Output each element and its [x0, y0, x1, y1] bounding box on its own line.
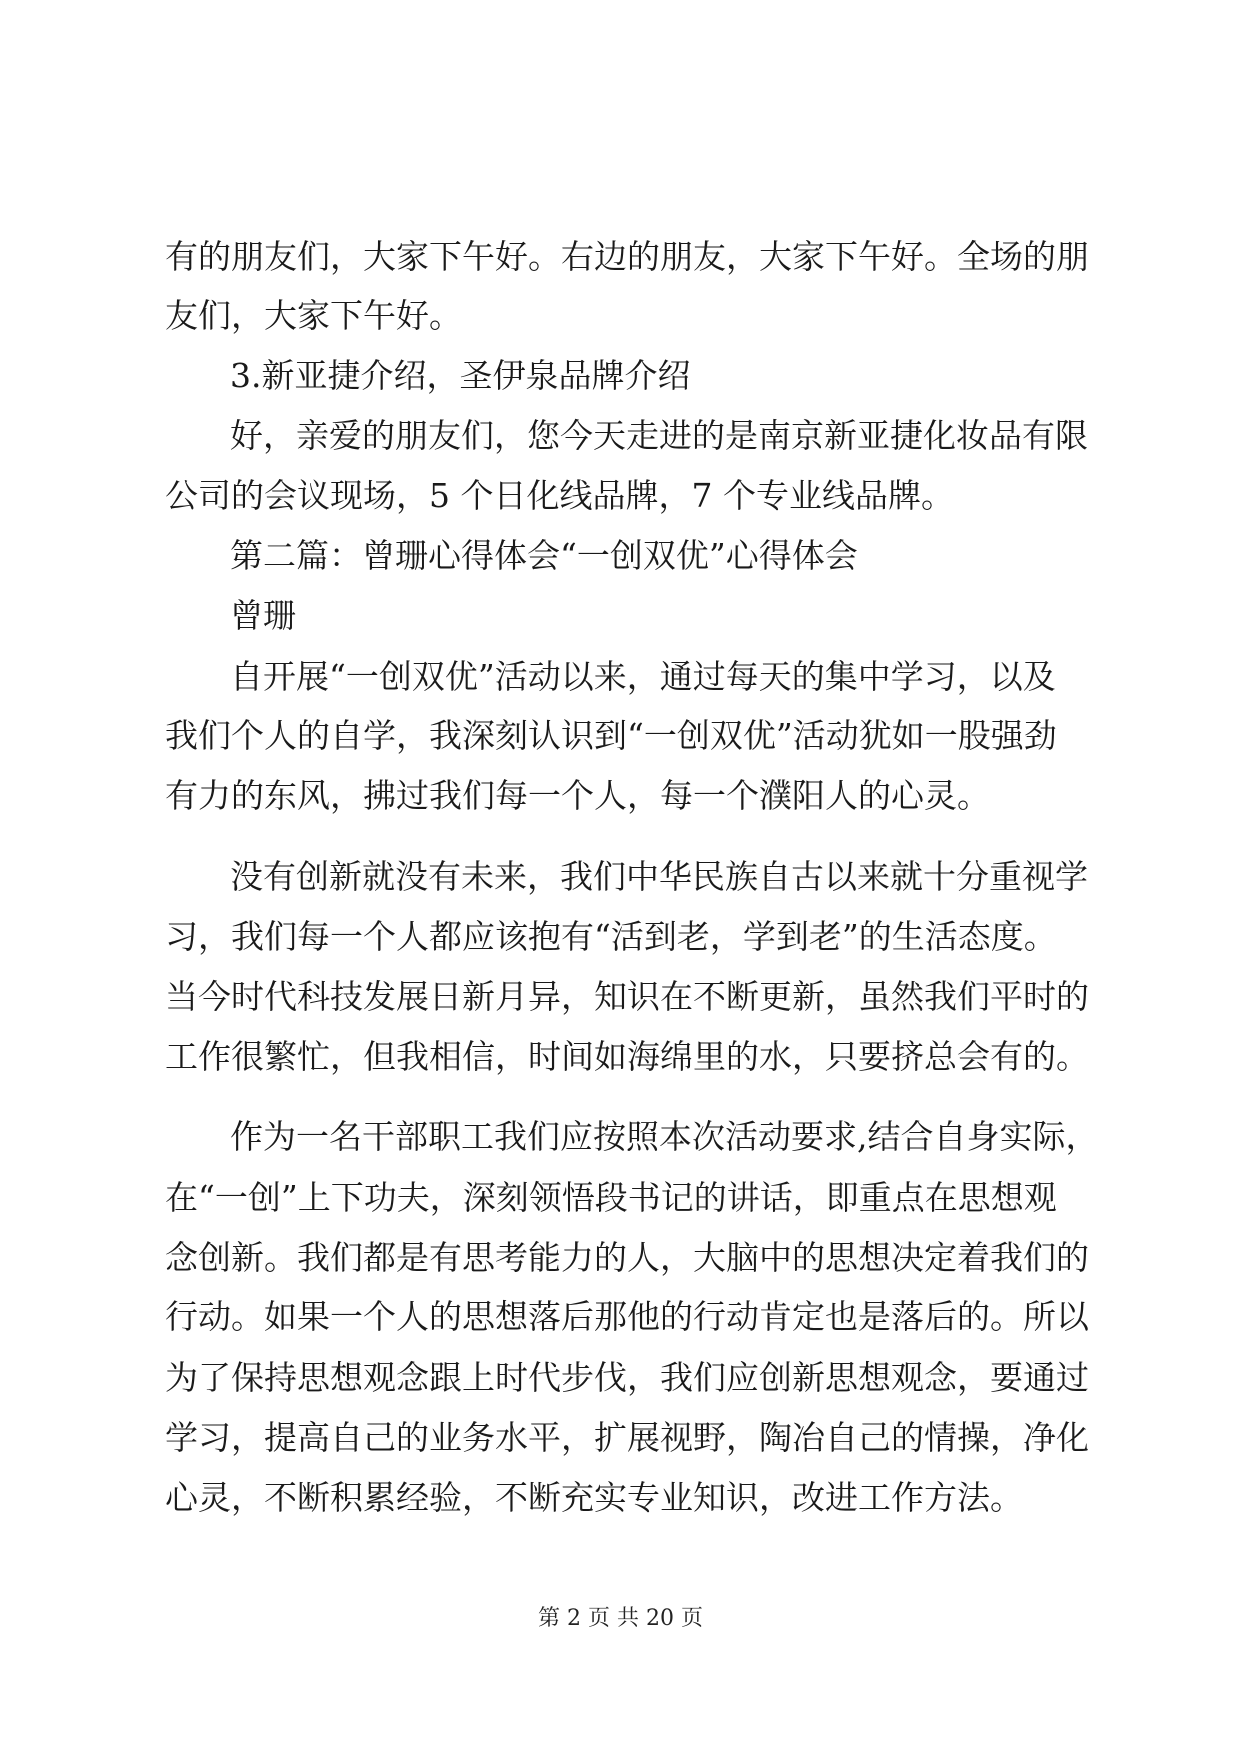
- text-line: 为了保持思想观念跟上时代步伐，我们应创新思想观念，要通过: [165, 1358, 1089, 1397]
- text-line: 公司的会议现场，5 个日化线品牌，7 个专业线品牌。: [165, 476, 954, 515]
- text-line: 念创新。我们都是有思考能力的人，大脑中的思想决定着我们的: [165, 1238, 1089, 1277]
- chapter-title: 第二篇：曾珊心得体会“一创双优”心得体会: [230, 536, 858, 575]
- text-line: 行动。如果一个人的思想落后那他的行动肯定也是落后的。所以: [165, 1297, 1089, 1336]
- text-line: 有力的东风，拂过我们每一个人，每一个濮阳人的心灵。: [165, 776, 990, 815]
- author-name: 曾珊: [230, 596, 296, 635]
- text-line: 心灵，不断积累经验，不断充实专业知识，改进工作方法。: [165, 1478, 1023, 1517]
- text-line: 当今时代科技发展日新月异，知识在不断更新，虽然我们平时的: [165, 977, 1089, 1016]
- text-line: 有的朋友们，大家下午好。右边的朋友，大家下午好。全场的朋: [165, 237, 1089, 276]
- text-line: 工作很繁忙，但我相信，时间如海绵里的水，只要挤总会有的。: [165, 1037, 1089, 1076]
- text-line: 习，我们每一个人都应该抱有“活到老，学到老”的生活态度。: [165, 917, 1057, 956]
- text-line: 没有创新就没有未来，我们中华民族自古以来就十分重视学: [230, 857, 1088, 896]
- page-footer: 第 2 页 共 20 页: [538, 1606, 703, 1631]
- text-line: 自开展“一创双优”活动以来，通过每天的集中学习，以及: [230, 657, 1056, 696]
- text-line: 好，亲爱的朋友们，您今天走进的是南京新亚捷化妆品有限: [230, 416, 1088, 455]
- text-line: 学习，提高自己的业务水平，扩展视野，陶冶自己的情操，净化: [165, 1418, 1089, 1457]
- text-line: 在“一创”上下功夫，深刻领悟段书记的讲话，即重点在思想观: [165, 1178, 1057, 1217]
- section-heading: 3.新亚捷介绍，圣伊泉品牌介绍: [230, 356, 691, 395]
- text-line: 友们，大家下午好。: [165, 296, 462, 335]
- text-line: 我们个人的自学，我深刻认识到“一创双优”活动犹如一股强劲: [165, 716, 1057, 755]
- text-line: 作为一名干部职工我们应按照本次活动要求,结合自身实际，: [230, 1117, 1099, 1156]
